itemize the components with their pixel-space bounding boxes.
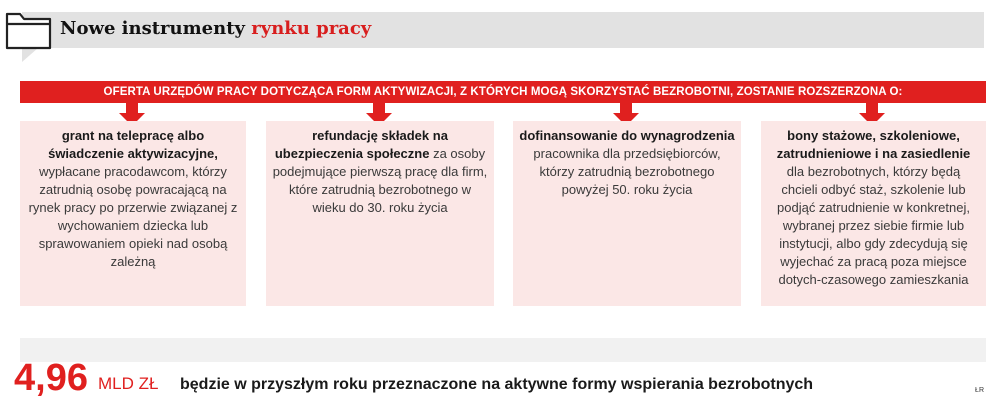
card-heading: dofinansowanie do wynagrodzenia: [519, 128, 735, 143]
footer-text: będzie w przyszłym roku przeznaczone na aktywne formy wspierania bezrobotnych: [180, 376, 814, 393]
card-telework-grant: [20, 121, 246, 306]
card-body: za osoby podejmujące pierwszą pracę dla firm, które zatrudnią bezrobotnego w wieku do 30. roku życia: [272, 146, 488, 215]
card-heading: grant na telepracę albo świadczenie aktywizacyjne,: [48, 128, 218, 161]
title-main: Nowe instrumenty: [60, 18, 252, 39]
footer-shade: [20, 338, 986, 362]
card-body: wypłacane pracodawcom, którzy zatrudnią osobę powracającą na rynek pracy po przerwie związanej z wychowaniem dziecka lub sprawowaniem opieki nad osobą zależną: [28, 164, 238, 269]
card-heading: bony stażowe, szkoleniowe, zatrudnieniowe i na zasiedlenie: [776, 128, 971, 161]
author-credit: ŁR: [975, 387, 984, 394]
page-title: [60, 15, 371, 43]
card-heading: refundację składek na ubezpieczenia społeczne: [274, 128, 448, 161]
card-contribution-refund: [266, 121, 494, 306]
offer-banner: OFERTA URZĘDÓW PRACY DOTYCZĄCA FORM AKTYWIZACJI, Z KTÓRYCH MOGĄ SKORZYSTAĆ BEZROBOTNI, ZOSTANIE ROZSZERZONA O:: [20, 81, 986, 103]
card-body: pracownika dla przedsiębiorców, którzy zatrudnią bezrobotnego powyżej 50. roku życia: [533, 146, 721, 197]
title-accent: rynku pracy: [251, 18, 372, 39]
footer-amount: 4,96: [14, 357, 88, 399]
card-body: dla bezrobotnych, którzy będą chcieli odbyć staż, szkolenie lub podjąć zatrudnienie w konkretnej, wybranej przez siebie firmie lub instytucji, albo gdy zdecydują się wyjechać za pracą poza miejsce dotych-czasowego zamieszkania: [777, 164, 970, 287]
footer-unit: MLD ZŁ: [98, 374, 159, 393]
card-vouchers: [761, 121, 986, 306]
folder-icon: [4, 4, 54, 54]
card-wage-subsidy: [513, 121, 741, 306]
